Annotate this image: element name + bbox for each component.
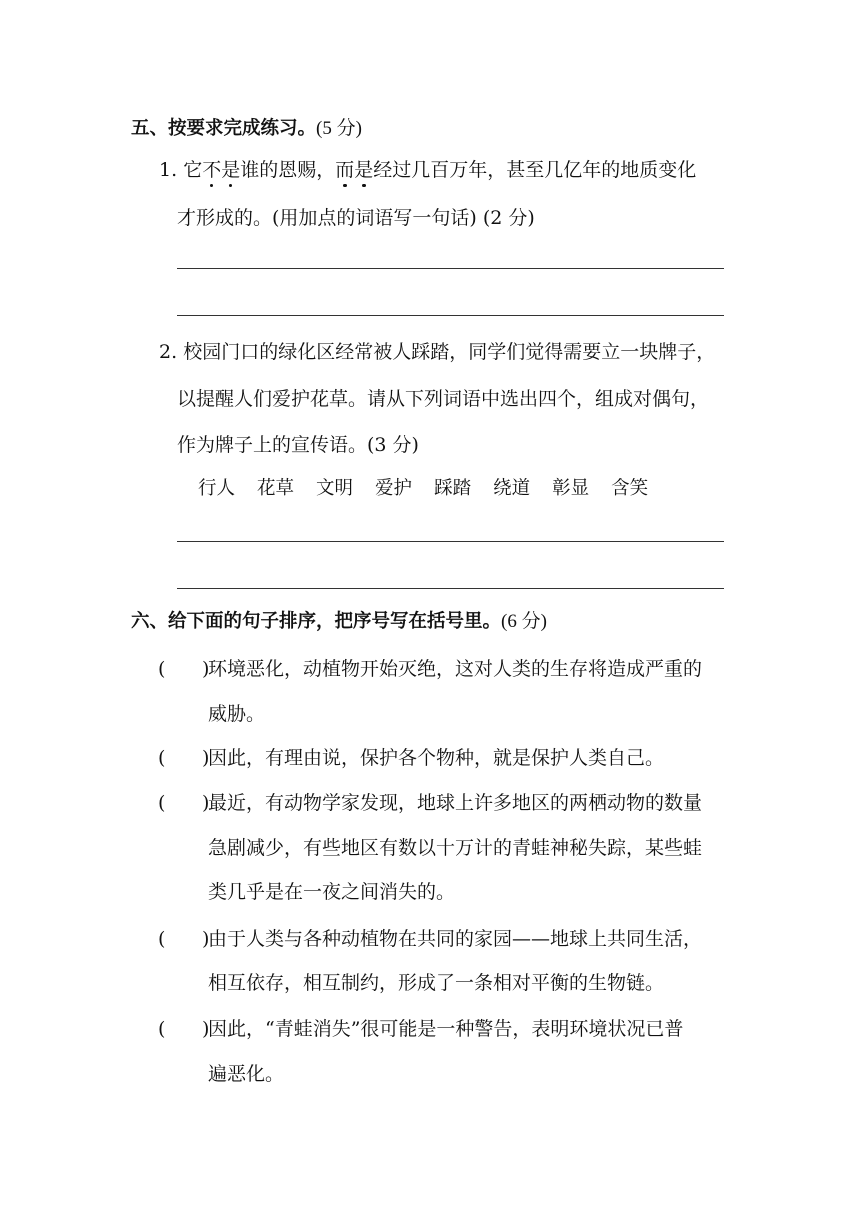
sentence-3-line-2: 急剧减少，有些地区有数以十万计的青蛙神秘失踪，某些蛙 bbox=[208, 837, 703, 859]
sentence-1-line-1: 环境恶化，动植物开始灭绝，这对人类的生存将造成严重的 bbox=[208, 658, 703, 680]
answer-paren-close: ) bbox=[202, 928, 210, 950]
answer-paren-close: ) bbox=[202, 792, 210, 814]
question-1-text-b: 谁的恩赐， bbox=[240, 159, 336, 181]
dotted-char-bu: 不 bbox=[202, 159, 222, 181]
sentence-2-line-1: 因此，有理由说，保护各个物种，就是保护人类自己。 bbox=[208, 747, 665, 769]
question-2-text-1: 校园门口的绿化区经常被人踩踏，同学们觉得需要立一块牌子， bbox=[183, 341, 716, 363]
question-1-text-c: 经过几百万年，甚至几亿年的地质变化 bbox=[373, 159, 697, 181]
sentence-4-line-2: 相互依存，相互制约，形成了一条相对平衡的生物链。 bbox=[208, 972, 665, 994]
section-5-score: (5 分) bbox=[316, 118, 362, 139]
section-6-title: 六、给下面的句子排序，把序号写在括号里。 bbox=[131, 611, 502, 632]
word-bank-item: 爱护 bbox=[375, 478, 413, 499]
question-1-number: 1. bbox=[159, 159, 178, 181]
answer-line-q2-2[interactable] bbox=[177, 588, 724, 589]
answer-paren-open: ( bbox=[158, 792, 166, 814]
answer-line-q2-1[interactable] bbox=[177, 541, 724, 542]
sentence-1-line-2: 威胁。 bbox=[208, 703, 266, 725]
question-1-text-a: 它 bbox=[183, 159, 203, 181]
question-1-line-2: 才形成的。(用加点的词语写一句话) (2 分) bbox=[177, 207, 535, 229]
answer-paren-close: ) bbox=[202, 747, 210, 769]
word-bank-item: 行人 bbox=[198, 478, 236, 499]
sentence-3-line-1: 最近，有动物学家发现，地球上许多地区的两栖动物的数量 bbox=[208, 792, 703, 814]
section-6-heading bbox=[131, 609, 547, 635]
dotted-char-shi-2: 是 bbox=[354, 159, 374, 181]
answer-paren-close: ) bbox=[202, 1018, 210, 1040]
answer-paren-open: ( bbox=[158, 747, 166, 769]
answer-line-q1-1[interactable] bbox=[177, 268, 724, 269]
word-bank-item: 含笑 bbox=[611, 478, 649, 499]
answer-line-q1-2[interactable] bbox=[177, 315, 724, 316]
word-bank bbox=[198, 476, 648, 502]
word-bank-item: 文明 bbox=[316, 478, 354, 499]
word-bank-item: 踩踏 bbox=[434, 478, 472, 499]
sentence-5-line-1: 因此，“青蛙消失”很可能是一种警告，表明环境状况已普 bbox=[208, 1018, 684, 1040]
question-1-line-1 bbox=[159, 157, 696, 183]
word-bank-item: 彰显 bbox=[552, 478, 590, 499]
sentence-5-line-2: 遍恶化。 bbox=[208, 1063, 285, 1085]
dotted-char-shi-1: 是 bbox=[221, 159, 241, 181]
question-2-number: 2. bbox=[159, 341, 178, 363]
answer-paren-close: ) bbox=[202, 658, 210, 680]
question-2-line-1 bbox=[159, 339, 715, 365]
sentence-4-line-1: 由于人类与各种动植物在共同的家园——地球上共同生活， bbox=[208, 928, 703, 950]
question-2-line-3: 作为牌子上的宣传语。(3 分) bbox=[177, 434, 419, 456]
word-bank-item: 花草 bbox=[257, 478, 295, 499]
answer-paren-open: ( bbox=[158, 928, 166, 950]
sentence-3-line-3: 类几乎是在一夜之间消失的。 bbox=[208, 881, 456, 903]
section-5-title: 五、按要求完成练习。 bbox=[131, 118, 317, 139]
section-6-score: (6 分) bbox=[501, 611, 547, 632]
section-5-heading bbox=[131, 116, 362, 142]
dotted-char-er: 而 bbox=[335, 159, 355, 181]
answer-paren-open: ( bbox=[158, 1018, 166, 1040]
word-bank-item: 绕道 bbox=[493, 478, 531, 499]
answer-paren-open: ( bbox=[158, 658, 166, 680]
question-2-line-2: 以提醒人们爱护花草。请从下列词语中选出四个，组成对偶句， bbox=[177, 388, 710, 410]
